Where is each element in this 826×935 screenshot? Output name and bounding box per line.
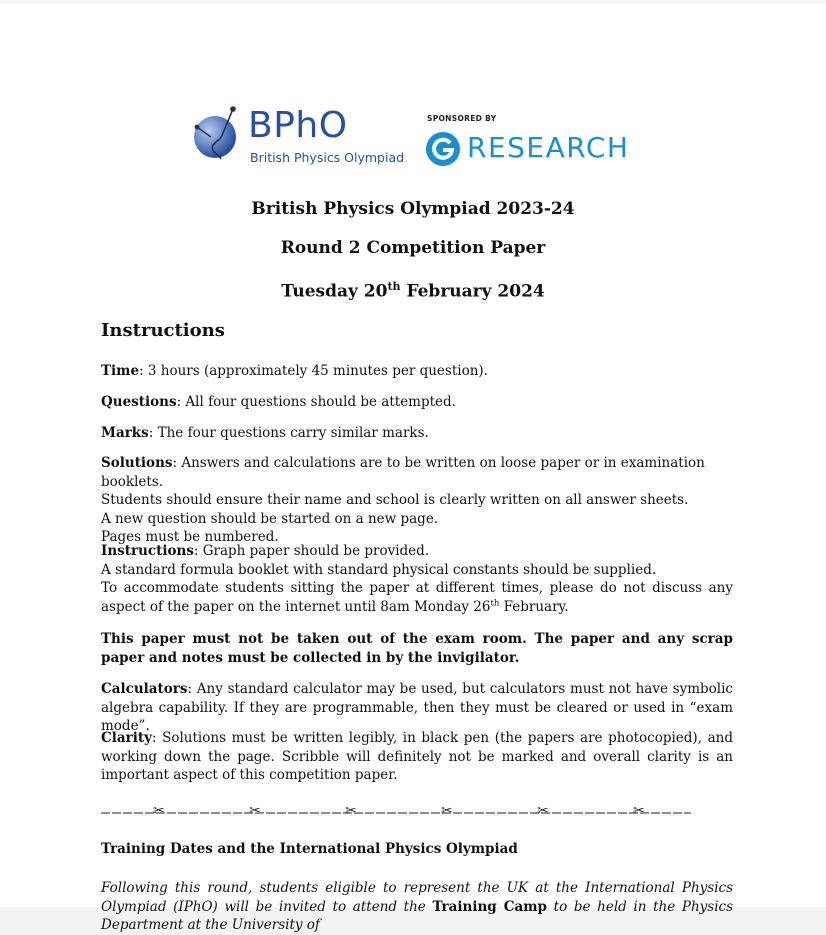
paper-title: British Physics Olympiad 2023-24 — [251, 199, 575, 219]
svg-text:✂: ✂ — [249, 803, 261, 819]
instructions-line2: A standard formula booklet with standard physical constants should be supplied. — [101, 561, 657, 578]
bpho-logo-icon — [193, 105, 245, 161]
solutions-text: : Answers and calculations are to be written on loose paper or in examination booklets. — [101, 455, 705, 490]
time-text: : 3 hours (approximately 45 minutes per question). — [139, 363, 488, 379]
calculators-label: Calculators — [101, 681, 188, 697]
paper-date — [0, 280, 826, 302]
instructions-line3-post: February. — [499, 598, 569, 615]
instructions-line1 — [101, 542, 733, 561]
clarity-label: Clarity — [101, 730, 152, 746]
solutions-line3: A new question should be started on a new page. — [101, 510, 439, 527]
time-line — [101, 362, 733, 381]
solutions-block — [101, 454, 733, 547]
sponsor-name: RESEARCH — [467, 131, 630, 164]
sponsor-label: SPONSORED BY — [427, 114, 497, 123]
clarity-text: : Solutions must be written legibly, in black pen (the papers are photocopied), and working down the page. Scribble will definitely not be marked and overall clarity is an important aspect of this competition paper. — [101, 730, 733, 783]
following-post: to be held in the Physics Department at the University of — [101, 898, 733, 933]
solutions-line2: Students should ensure their name and school is clearly written on all answer sheets. — [101, 492, 689, 508]
instructions-heading: Instructions — [101, 320, 225, 341]
svg-text:✂: ✂ — [441, 803, 453, 819]
g-research-logo-icon — [425, 131, 461, 167]
following-paragraph — [101, 879, 733, 935]
instructions-line3-sup: th — [490, 598, 500, 608]
clarity-block — [101, 729, 733, 785]
bpho-subtitle: British Physics Olympiad — [250, 150, 405, 165]
training-heading: Training Dates and the International Physics Olympiad — [101, 841, 518, 857]
time-label: Time — [101, 363, 140, 379]
scissors-icon — [153, 803, 645, 819]
instructions-label: Instructions — [101, 543, 194, 559]
scissors-cut-line — [101, 803, 701, 817]
bpho-name: BPhO — [248, 105, 348, 146]
svg-text:✂: ✂ — [633, 803, 645, 819]
marks-label: Marks — [101, 425, 149, 441]
questions-label: Questions — [101, 394, 177, 410]
solutions-label: Solutions — [101, 455, 173, 471]
instructions-line3-text: To accommodate students sitting the paper at different times, please do not discuss any aspect of the paper on the internet until 8am Monday 26 — [101, 580, 733, 615]
date-pre: Tuesday 20 — [281, 281, 388, 302]
document-page — [0, 3, 826, 933]
solutions-line4: Pages must be numbered. — [101, 529, 279, 545]
solutions-line1 — [101, 454, 733, 491]
instructions-text: : Graph paper should be provided. — [193, 543, 430, 559]
marks-text: : The four questions carry similar marks. — [148, 425, 429, 441]
following-bold: Training Camp — [432, 898, 547, 915]
warning-text: This paper must not be taken out of the exam room. The paper and any scrap paper and notes must be collected in by the invigilator. — [101, 631, 733, 666]
following-pre: Following this round, students eligible to represent the UK at the International Physics Olympiad (IPhO) will be invited to attend the — [101, 880, 733, 915]
paper-round: Round 2 Competition Paper — [280, 238, 546, 258]
date-post: February 2024 — [400, 281, 545, 302]
marks-line — [101, 424, 733, 443]
date-sup: th — [387, 280, 401, 293]
calculators-text: : Any standard calculator may be used, but calculators must not have symbolic algebra capability. If they are programmable, then they must be cleared or used in “exam mode”. — [101, 681, 733, 734]
instructions-line3 — [101, 579, 733, 616]
calculators-block — [101, 680, 733, 736]
questions-line — [101, 393, 733, 412]
logo-area — [165, 93, 660, 193]
svg-text:✂: ✂ — [345, 803, 357, 819]
questions-text: : All four questions should be attempted. — [176, 394, 456, 410]
svg-text:✂: ✂ — [153, 803, 165, 819]
svg-text:✂: ✂ — [537, 803, 549, 819]
instructions-block — [101, 542, 733, 616]
